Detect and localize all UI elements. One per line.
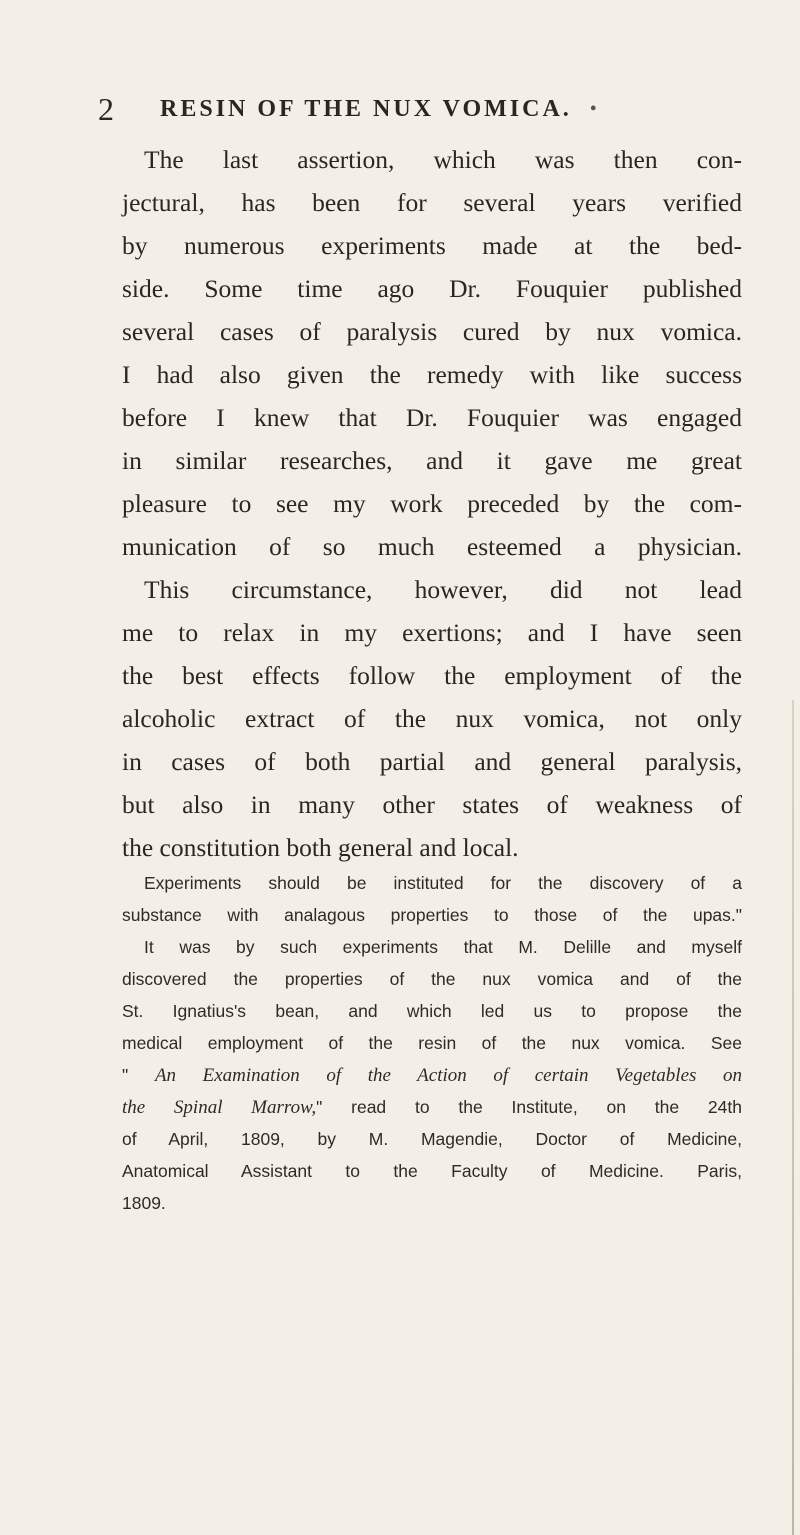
- body-line: but also in many other states of weakness of: [122, 790, 742, 819]
- body-line: the best effects follow the employment of the: [122, 661, 742, 690]
- main-paragraph: [122, 138, 742, 869]
- body-line: side. Some time ago Dr. Fouquier published: [122, 274, 742, 303]
- body-line: the constitution both general and local.: [122, 833, 519, 862]
- body-line: me to relax in my exertions; and I have seen: [122, 618, 742, 647]
- running-head: RESIN OF THE NUX VOMICA.: [160, 95, 572, 122]
- body-line: jectural, has been for several years verified: [122, 188, 742, 217]
- body-line: in similar researches, and it gave me great: [122, 446, 742, 475]
- footnote-line: Anatomical Assistant to the Faculty of Medicine. Paris,: [122, 1161, 742, 1181]
- body-line: This circumstance, however, did not lead: [144, 575, 742, 604]
- footnote-text: " read to the Institute, on the 24th: [316, 1097, 742, 1117]
- body-line: pleasure to see my work preceded by the com-: [122, 489, 742, 518]
- body-line: several cases of paralysis cured by nux vomica.: [122, 317, 742, 346]
- footnote-line: It was by such experiments that M. Delille and myself: [144, 937, 742, 957]
- body-line: in cases of both partial and general paralysis,: [122, 747, 742, 776]
- body-line: munication of so much esteemed a physician.: [122, 532, 742, 561]
- body-line: by numerous experiments made at the bed-: [122, 231, 742, 260]
- cited-title: An Examination of the Action of certain Vegetables on: [154, 1065, 742, 1086]
- cited-title-end: the Spinal Marrow,: [122, 1097, 317, 1118]
- body-line: before I knew that Dr. Fouquier was engaged: [122, 403, 742, 432]
- footnote-line: discovered the properties of the nux vomica and of the: [122, 969, 742, 989]
- footnote-line: [122, 1059, 742, 1091]
- body-line: alcoholic extract of the nux vomica, not only: [122, 704, 742, 733]
- body-line: I had also given the remedy with like success: [122, 360, 742, 389]
- footnote-line: medical employment of the resin of the nux vomica. See: [122, 1033, 742, 1053]
- page-edge-shadow: [792, 700, 794, 1535]
- header-mark: •: [589, 97, 597, 120]
- footnote-line: St. Ignatius's bean, and which led us to propose the: [122, 1001, 742, 1021]
- page-number: 2: [98, 90, 114, 127]
- open-quote: ": [122, 1065, 129, 1085]
- footnote-line: of April, 1809, by M. Magendie, Doctor of Medicine,: [122, 1129, 742, 1149]
- footnote-line: [122, 1091, 742, 1123]
- page-header: [98, 84, 738, 134]
- footnote-line: substance with analagous properties to those of the upas.": [122, 905, 742, 925]
- body-line: The last assertion, which was then con-: [144, 145, 742, 174]
- footnote-line: 1809.: [122, 1193, 166, 1213]
- footnote-line: Experiments should be instituted for the discovery of a: [144, 873, 742, 893]
- footnote: [122, 867, 742, 1219]
